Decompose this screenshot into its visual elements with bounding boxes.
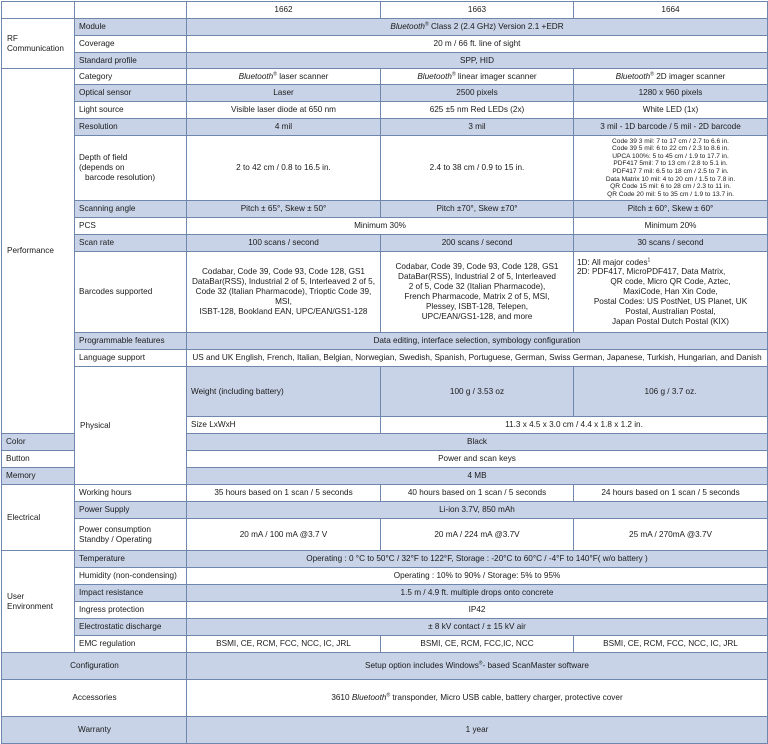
pcs-label: PCS (75, 218, 187, 235)
dof-line: PDF417 5mil: 7 to 13 cm / 2.8 to 5.1 in. (613, 160, 728, 168)
dof-label: Depth of field (depends on barcode resolution) (75, 136, 187, 201)
barcode-line: DataBar(RSS), Industrial 2 of 5, Interleaved (398, 272, 556, 282)
light-1662: Visible laser diode at 650 nm (187, 102, 381, 119)
row-power-consumption (2, 519, 768, 551)
row-ingress-protection (2, 602, 768, 619)
barcode-line: Codabar, Code 39, Code 93, Code 128, GS1 (202, 267, 365, 277)
color-label: Color (2, 434, 75, 451)
coverage-value: 20 m / 66 ft. line of sight (187, 36, 768, 53)
row-weight (2, 367, 768, 417)
row-scanning-angle (2, 201, 768, 218)
rate-1664: 30 scans / second (574, 235, 768, 252)
dof-line: Data Matrix 10 mil: 4 to 20 cm / 1.5 to 7.8 in. (605, 175, 736, 183)
angle-1663: Pitch ±70°, Skew ±70° (381, 201, 574, 218)
impact-label: Impact resistance (75, 585, 187, 602)
category-label: Category (75, 69, 187, 85)
ingress-label: Ingress protection (75, 602, 187, 619)
footnote-mark: 1 (647, 256, 651, 263)
temperature-label: Temperature (75, 551, 187, 568)
weight-1662: 100 g / 3.53 oz (381, 367, 574, 417)
hours-1664: 24 hours based on 1 scan / 5 seconds (574, 485, 768, 502)
barcodes-1664 (574, 252, 768, 333)
row-depth-of-field (2, 136, 768, 201)
dof-line: QR Code 15 mil: 6 to 28 cm / 2.3 to 11 in. (610, 183, 731, 191)
section-rf-communication: RF Communication (2, 19, 75, 69)
impact-value: 1.5 m / 4.9 ft. multiple drops onto concrete (187, 585, 768, 602)
consumption-label: Power consumption Standby / Operating (75, 519, 187, 551)
sensor-1663: 2500 pixels (381, 85, 574, 102)
warranty-label: Warranty (2, 717, 187, 744)
barcode-line: DataBar(RSS), Industrial 2 of 5, Interleaved 2 of 5, (192, 277, 375, 287)
row-scan-rate (2, 235, 768, 252)
barcode-line: 1D: All major codes$^1$ (577, 256, 651, 267)
section-user-environment: User Environment (2, 551, 75, 653)
section-performance: Performance (2, 69, 75, 434)
barcodes-1663 (381, 252, 574, 333)
esd-label: Electrostatic discharge (75, 619, 187, 636)
row-optical-sensor (2, 85, 768, 102)
dof-line: PDF417 7 mil: 6.5 to 18 cm / 2.5 to 7 in. (612, 168, 729, 175)
row-warranty (2, 717, 768, 744)
section-physical: Physical (75, 367, 187, 485)
rate-1662: 100 scans / second (187, 235, 381, 252)
rate-label: Scan rate (75, 235, 187, 252)
dof-1663: 2.4 to 38 cm / 0.9 to 15 in. (381, 136, 574, 201)
language-value: US and UK English, French, Italian, Belgian, Norwegian, Swedish, Spanish, Portuguese, German, Swiss German, Japanese, Turkish, Hungarian, and Danish (187, 350, 768, 367)
weight-1663: 106 g / 3.7 oz. (574, 367, 768, 417)
light-label: Light source (75, 102, 187, 119)
barcodes-1662 (187, 252, 381, 333)
memory-value: 4 MB (187, 468, 768, 485)
coverage-label: Coverage (75, 36, 187, 53)
emc-1662: BSMI, CE, RCM, FCC, NCC, IC, JRL (187, 636, 381, 653)
barcode-line: French Pharmacode, Matrix 2 of 5, MSI, (404, 292, 550, 301)
humidity-value: Operating : 10% to 90% / Storage: 5% to 95% (187, 568, 768, 585)
weight-label: Weight (including battery) (187, 367, 381, 417)
barcode-line: Postal, Australian Postal, (625, 306, 716, 316)
row-pcs (2, 218, 768, 235)
esd-value: ± 8 kV contact / ± 15 kV air (187, 619, 768, 636)
humidity-label: Humidity (non-condensing) (75, 568, 187, 585)
bluetooth-brand: Bluetooth (390, 22, 425, 32)
button-label: Button (2, 451, 75, 468)
row-emc-regulation (2, 636, 768, 653)
supply-value: Li-ion 3.7V, 850 mAh (187, 502, 768, 519)
barcode-line: Code 32 (Italian Pharmacode), Trioptic Code 39, MSI, (195, 287, 372, 306)
row-power-supply (2, 502, 768, 519)
language-label: Language support (75, 350, 187, 367)
programmable-value: Data editing, interface selection, symbology configuration (187, 333, 768, 350)
pcs-1664: Minimum 20% (574, 218, 768, 235)
registered-mark: ® (425, 21, 429, 28)
consumption-1663: 20 mA / 224 mA @3.7V (381, 519, 574, 551)
row-working-hours (2, 485, 768, 502)
temperature-value: Operating : 0 °C to 50°C / 32°F to 122°F, Storage : -20°C to 60°C / -4°F to 140°F( w/o battery ) (187, 551, 768, 568)
header-blank-cell (75, 2, 187, 19)
resolution-1663: 3 mil (381, 119, 574, 136)
barcode-line: ISBT-128, Bookland EAN, UPC/EAN/GS1-128 (199, 306, 368, 316)
hours-1662: 35 hours based on 1 scan / 5 seconds (187, 485, 381, 502)
profile-value: SPP, HID (187, 53, 768, 69)
memory-label: Memory (2, 468, 75, 485)
sensor-label: Optical sensor (75, 85, 187, 102)
row-impact-resistance (2, 585, 768, 602)
warranty-value: 1 year (187, 717, 768, 744)
hours-label: Working hours (75, 485, 187, 502)
color-value: Black (187, 434, 768, 451)
row-electrostatic-discharge (2, 619, 768, 636)
row-resolution (2, 119, 768, 136)
emc-label: EMC regulation (75, 636, 187, 653)
profile-label: Standard profile (75, 53, 187, 69)
barcode-line: Codabar, Code 39, Code 93, Code 128, GS1 (395, 262, 559, 272)
barcode-line: MaxiCode, Han Xin Code, (623, 287, 718, 297)
size-label: Size LxWxH (187, 417, 381, 434)
model-1664-header: 1664 (574, 2, 768, 19)
header-blank-cell (2, 2, 75, 19)
dof-line: Code 39 3 mil: 7 to 17 cm / 2.7 to 6.6 in. (612, 137, 729, 145)
row-category (2, 69, 768, 85)
angle-1664: Pitch ± 60°, Skew ± 60° (574, 201, 768, 218)
emc-1664: BSMI, CE, RCM, FCC, NCC, IC, JRL (574, 636, 768, 653)
emc-1663: BSMI, CE, RCM, FCC,IC, NCC (381, 636, 574, 653)
row-accessories (2, 680, 768, 717)
model-1662-header: 1662 (187, 2, 381, 19)
button-value: Power and scan keys (187, 451, 768, 468)
barcode-line: Japan Postal Dutch Postal (KIX) (612, 316, 729, 326)
configuration-label: Configuration (2, 653, 187, 680)
barcode-line: QR code, Micro QR Code, Aztec, (610, 277, 731, 287)
barcode-line: Plessey, ISBT-128, Telepen, (425, 301, 529, 311)
row-coverage (2, 36, 768, 53)
ingress-value: IP42 (187, 602, 768, 619)
row-light-source (2, 102, 768, 119)
module-value (187, 19, 768, 36)
rate-1663: 200 scans / second (381, 235, 574, 252)
accessories-label: Accessories (2, 680, 187, 717)
section-electrical: Electrical (2, 485, 75, 551)
light-1663: 625 ±5 nm Red LEDs (2x) (381, 102, 574, 119)
accessories-value: 3610 Bluetooth® transponder, Micro USB cable, battery charger, protective cover (187, 680, 768, 717)
light-1664: White LED (1x) (574, 102, 768, 119)
size-value: 11.3 x 4.5 x 3.0 cm / 4.4 x 1.8 x 1.2 in. (381, 417, 768, 434)
category-1662: Bluetooth® laser scanner (187, 69, 381, 85)
resolution-1664: 3 mil - 1D barcode / 5 mil - 2D barcode (574, 119, 768, 136)
category-1663: Bluetooth® linear imager scanner (381, 69, 574, 85)
consumption-1664: 25 mA / 270mA @3.7V (574, 519, 768, 551)
dof-line: Code 39 5 mil: 6 to 22 cm / 2.3 to 8.6 in. (612, 145, 729, 153)
row-humidity (2, 568, 768, 585)
barcode-line: UPC/EAN/GS1-128, and more (421, 311, 533, 321)
row-barcodes (2, 252, 768, 333)
barcodes-label: Barcodes supported (75, 252, 187, 333)
supply-label: Power Supply (75, 502, 187, 519)
module-label: Module (75, 19, 187, 36)
dof-line: UPCA 100%: 5 to 45 cm / 1.9 to 17.7 in. (612, 152, 729, 160)
row-language-support (2, 350, 768, 367)
angle-1662: Pitch ± 65°, Skew ± 50° (187, 201, 381, 218)
row-temperature (2, 551, 768, 568)
row-programmable-features (2, 333, 768, 350)
pcs-1662-1663: Minimum 30% (187, 218, 574, 235)
configuration-value: Setup option includes Windows®- based ScanMaster software (187, 653, 768, 680)
hours-1663: 40 hours based on 1 scan / 5 seconds (381, 485, 574, 502)
sensor-1664: 1280 x 960 pixels (574, 85, 768, 102)
resolution-1662: 4 mil (187, 119, 381, 136)
programmable-label: Programmable features (75, 333, 187, 350)
header-row (2, 2, 768, 19)
module-spec: Class 2 (2.4 GHz) Version 2.1 +EDR (428, 22, 564, 32)
category-1664: Bluetooth® 2D imager scanner (574, 69, 768, 85)
barcode-line: 2 of 5, Code 32 (Italian Pharmacode), (408, 282, 546, 292)
dof-line: QR Code 20 mil: 5 to 35 cm / 1.9 to 13.7 in. (607, 190, 734, 198)
row-standard-profile (2, 53, 768, 69)
barcode-line: Postal Codes: US PostNet, US Planet, UK (593, 296, 748, 306)
dof-1664 (574, 136, 768, 201)
model-1663-header: 1663 (381, 2, 574, 19)
row-module (2, 19, 768, 36)
barcode-line: 2D: PDF417, MicroPDF417, Data Matrix, (577, 267, 726, 277)
row-configuration (2, 653, 768, 680)
sensor-1662: Laser (187, 85, 381, 102)
dof-1662: 2 to 42 cm / 0.8 to 16.5 in. (187, 136, 381, 201)
angle-label: Scanning angle (75, 201, 187, 218)
resolution-label: Resolution (75, 119, 187, 136)
spec-table (1, 1, 768, 744)
consumption-1662: 20 mA / 100 mA @3.7 V (187, 519, 381, 551)
